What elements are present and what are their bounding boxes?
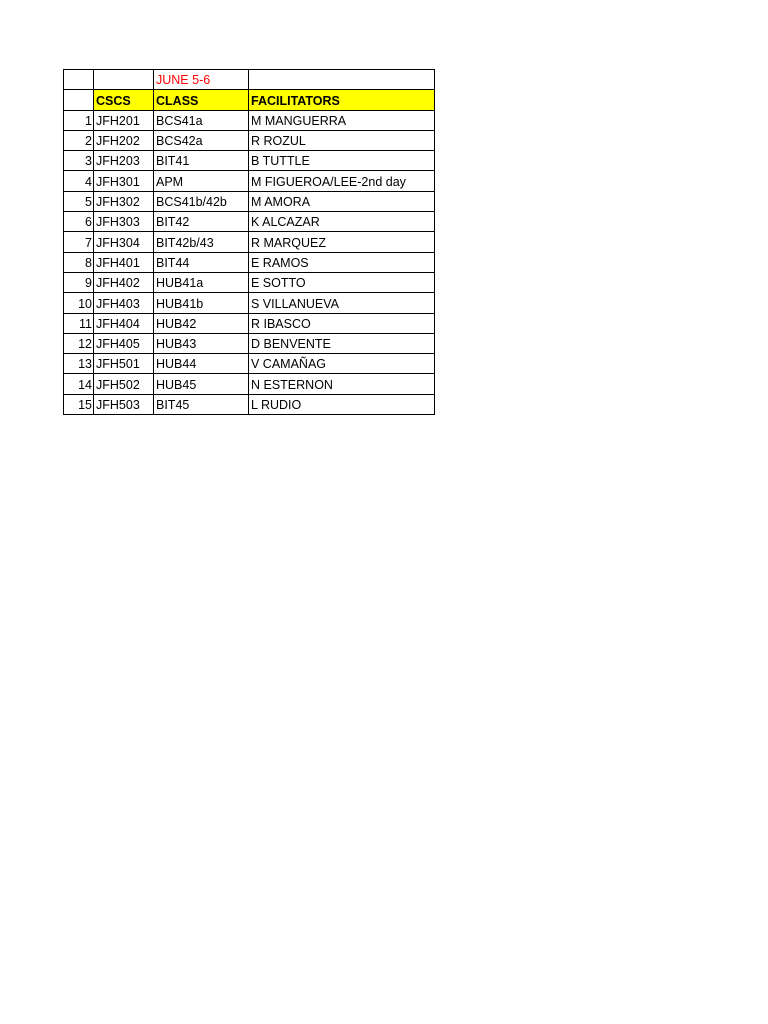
- class-cell[interactable]: BIT41: [154, 151, 249, 171]
- facilitator-cell[interactable]: M MANGUERRA: [249, 110, 435, 130]
- class-cell[interactable]: HUB43: [154, 333, 249, 353]
- table-row: [64, 151, 435, 171]
- table-row: [64, 374, 435, 394]
- row-number-cell[interactable]: 15: [64, 394, 94, 414]
- header-facilitators[interactable]: FACILITATORS: [249, 90, 435, 110]
- cscs-cell[interactable]: JFH405: [94, 333, 154, 353]
- facilitator-cell[interactable]: M FIGUEROA/LEE-2nd day: [249, 171, 435, 191]
- class-cell[interactable]: APM: [154, 171, 249, 191]
- row-number-cell[interactable]: 9: [64, 272, 94, 292]
- row-number-cell[interactable]: 14: [64, 374, 94, 394]
- class-cell[interactable]: BIT45: [154, 394, 249, 414]
- class-cell[interactable]: HUB41a: [154, 272, 249, 292]
- table-row: [64, 252, 435, 272]
- header-row: [64, 90, 435, 110]
- class-cell[interactable]: HUB42: [154, 313, 249, 333]
- cscs-cell[interactable]: JFH303: [94, 212, 154, 232]
- facilitator-cell[interactable]: R MARQUEZ: [249, 232, 435, 252]
- row-number-cell[interactable]: 1: [64, 110, 94, 130]
- facilitator-cell[interactable]: M AMORA: [249, 191, 435, 211]
- facilitator-cell[interactable]: K ALCAZAR: [249, 212, 435, 232]
- cscs-cell[interactable]: JFH203: [94, 151, 154, 171]
- header-cscs[interactable]: CSCS: [94, 90, 154, 110]
- class-cell[interactable]: BCS41b/42b: [154, 191, 249, 211]
- row-number-cell[interactable]: 10: [64, 293, 94, 313]
- row-number-cell[interactable]: 6: [64, 212, 94, 232]
- row-number-cell[interactable]: 3: [64, 151, 94, 171]
- cscs-cell[interactable]: JFH502: [94, 374, 154, 394]
- cscs-cell[interactable]: JFH501: [94, 354, 154, 374]
- facilitator-cell[interactable]: L RUDIO: [249, 394, 435, 414]
- row-number-cell[interactable]: 11: [64, 313, 94, 333]
- table-row: [64, 272, 435, 292]
- cscs-cell[interactable]: JFH202: [94, 130, 154, 150]
- row-number-cell[interactable]: 7: [64, 232, 94, 252]
- facilitator-cell[interactable]: E RAMOS: [249, 252, 435, 272]
- row-number-cell[interactable]: 2: [64, 130, 94, 150]
- cscs-cell[interactable]: JFH201: [94, 110, 154, 130]
- class-cell[interactable]: HUB44: [154, 354, 249, 374]
- cscs-cell[interactable]: JFH401: [94, 252, 154, 272]
- cscs-cell[interactable]: JFH404: [94, 313, 154, 333]
- table-row: [64, 394, 435, 414]
- facilitator-cell[interactable]: S VILLANUEVA: [249, 293, 435, 313]
- class-cell[interactable]: BIT44: [154, 252, 249, 272]
- facilitator-cell[interactable]: N ESTERNON: [249, 374, 435, 394]
- class-cell[interactable]: BCS42a: [154, 130, 249, 150]
- facilitator-cell[interactable]: R IBASCO: [249, 313, 435, 333]
- row-number-cell[interactable]: 5: [64, 191, 94, 211]
- table-row: [64, 191, 435, 211]
- class-cell[interactable]: BCS41a: [154, 110, 249, 130]
- class-cell[interactable]: HUB45: [154, 374, 249, 394]
- table-row: [64, 293, 435, 313]
- table-row: [64, 130, 435, 150]
- class-cell[interactable]: BIT42: [154, 212, 249, 232]
- empty-cell[interactable]: [249, 70, 435, 90]
- facilitator-cell[interactable]: R ROZUL: [249, 130, 435, 150]
- row-number-cell[interactable]: 12: [64, 333, 94, 353]
- empty-cell[interactable]: [64, 90, 94, 110]
- class-cell[interactable]: BIT42b/43: [154, 232, 249, 252]
- class-cell[interactable]: HUB41b: [154, 293, 249, 313]
- table-row: [64, 313, 435, 333]
- facilitator-cell[interactable]: E SOTTO: [249, 272, 435, 292]
- row-number-cell[interactable]: 13: [64, 354, 94, 374]
- date-row: [64, 70, 435, 90]
- date-label[interactable]: JUNE 5-6: [154, 70, 249, 90]
- cscs-cell[interactable]: JFH402: [94, 272, 154, 292]
- facilitator-cell[interactable]: D BENVENTE: [249, 333, 435, 353]
- table-row: [64, 110, 435, 130]
- table-row: [64, 354, 435, 374]
- table-row: [64, 232, 435, 252]
- empty-cell[interactable]: [94, 70, 154, 90]
- row-number-cell[interactable]: 4: [64, 171, 94, 191]
- empty-cell[interactable]: [64, 70, 94, 90]
- row-number-cell[interactable]: 8: [64, 252, 94, 272]
- cscs-cell[interactable]: JFH503: [94, 394, 154, 414]
- facilitator-cell[interactable]: V CAMAÑAG: [249, 354, 435, 374]
- cscs-cell[interactable]: JFH302: [94, 191, 154, 211]
- cscs-cell[interactable]: JFH301: [94, 171, 154, 191]
- cscs-cell[interactable]: JFH304: [94, 232, 154, 252]
- schedule-table: [63, 69, 435, 415]
- table-row: [64, 333, 435, 353]
- header-class[interactable]: CLASS: [154, 90, 249, 110]
- table-row: [64, 212, 435, 232]
- table-row: [64, 171, 435, 191]
- facilitator-cell[interactable]: B TUTTLE: [249, 151, 435, 171]
- cscs-cell[interactable]: JFH403: [94, 293, 154, 313]
